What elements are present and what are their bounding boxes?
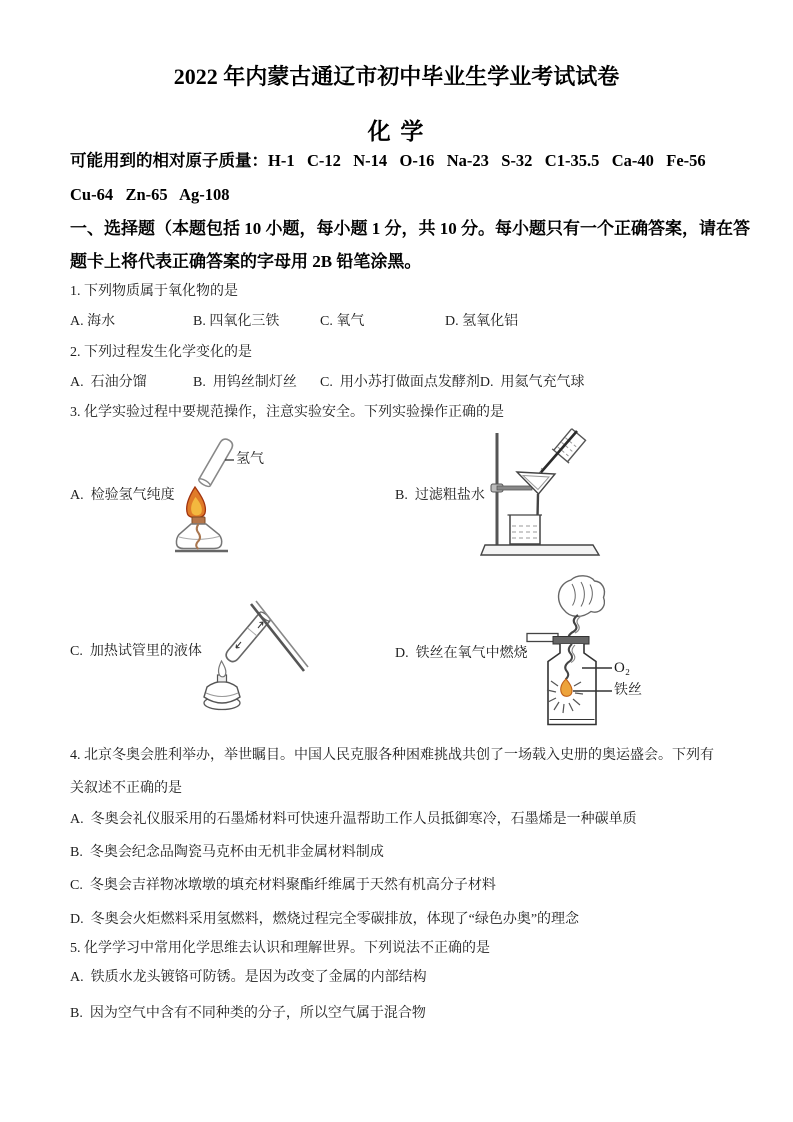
iron-wire-burning-illustration xyxy=(520,572,668,740)
question-4-stem-line-1: 4. 北京冬奥会胜利举办，举世瞩目。中国人民克服各种困难挑战共创了一场载入史册的奥运盛会。下列有 xyxy=(70,748,714,763)
question-1-option-c: C. 氧气 xyxy=(320,314,365,329)
question-1-options xyxy=(70,312,723,332)
heating-test-tube-illustration xyxy=(200,598,335,728)
question-1-option-d: D. 氢氧化铝 xyxy=(445,314,519,329)
question-2-option-b: B. 用钨丝制灯丝 xyxy=(193,375,297,390)
hand-icon xyxy=(559,576,605,617)
figure-option-c xyxy=(70,572,395,742)
section-1-heading-line-2: 题卡上将代表正确答案的字母用 2B 铅笔涂黑。 xyxy=(70,252,422,271)
question-2-stem: 2. 下列过程发生化学变化的是 xyxy=(70,345,252,360)
question-3-figure-row-1 xyxy=(70,428,723,572)
subject-title: 化 学 xyxy=(367,119,426,144)
question-3-figure-row-2 xyxy=(70,572,723,742)
question-4-option-a: A. 冬奥会礼仪服采用的石墨烯材料可快速升温帮助工作人员抵御寒冷，石墨烯是一种碳单质 xyxy=(70,812,637,827)
figure-option-b xyxy=(395,428,723,572)
figure-a-label: A. 检验氢气纯度 xyxy=(70,488,175,503)
funnel-icon xyxy=(517,472,555,517)
test-tube-icon xyxy=(198,437,235,488)
bottle-lid-icon xyxy=(553,637,589,645)
figure-c-label: C. 加热试管里的液体 xyxy=(70,644,202,659)
page-title: 2022 年内蒙古通辽市初中毕业生学业考试试卷 xyxy=(173,64,620,89)
figure-d-label: D. 铁丝在氧气中燃烧 xyxy=(395,646,528,661)
section-1-heading-line-1: 一、选择题（本题包括 10 小题，每小题 1 分，共 10 分。每小题只有一个正确答案，请在答 xyxy=(70,219,750,238)
figure-option-d xyxy=(395,572,723,742)
atomic-masses-line-2: Cu-64 Zn-65 Ag-108 xyxy=(70,185,230,204)
question-1-stem: 1. 下列物质属于氧化物的是 xyxy=(70,284,238,299)
question-2-option-a: A. 石油分馏 xyxy=(70,375,147,390)
question-5-option-b: B. 因为空气中含有不同种类的分子，所以空气属于混合物 xyxy=(70,1006,426,1021)
question-2-option-c: C. 用小苏打做面点发酵剂 xyxy=(320,375,480,390)
question-5-stem: 5. 化学学习中常用化学思维去认识和理解世界。下列说法不正确的是 xyxy=(70,941,490,956)
question-1-option-b: B. 四氧化三铁 xyxy=(193,314,280,329)
collecting-beaker-icon xyxy=(508,515,543,544)
question-4-option-c: C. 冬奥会吉祥物冰墩墩的填充材料聚酯纤维属于天然有机高分子材料 xyxy=(70,878,496,893)
question-4-option-b: B. 冬奥会纪念品陶瓷马克杯由无机非金属材料制成 xyxy=(70,845,384,860)
hydrogen-annotation: 氢气 xyxy=(236,452,264,467)
question-2-options-cd xyxy=(320,373,584,393)
question-1-option-a: A. 海水 xyxy=(70,314,116,329)
figure-b-label: B. 过滤粗盐水 xyxy=(395,488,485,503)
question-3-stem: 3. 化学实验过程中要规范操作，注意实验安全。下列实验操作正确的是 xyxy=(70,405,504,420)
question-4-option-d: D. 冬奥会火炬燃料采用氢燃料，燃烧过程完全零碳排放，体现了“绿色办奥”的理念 xyxy=(70,912,580,927)
atomic-masses-line-1: 可能用到的相对原子质量：H-1 C-12 N-14 O-16 Na-23 S-32 C1-35.5 Ca-40 Fe-56 xyxy=(70,151,706,170)
alcohol-lamp-icon xyxy=(175,517,228,551)
question-2-options xyxy=(70,373,723,393)
pouring-beaker-icon xyxy=(552,428,587,463)
iron-wire-annotation: 铁丝 xyxy=(614,683,642,698)
figure-option-a xyxy=(70,428,395,572)
question-2-option-d: D. 用氦气充气球 xyxy=(479,375,585,390)
question-5-option-a: A. 铁质水龙头镀铬可防锈。是因为改变了金属的内部结构 xyxy=(70,970,427,985)
flame-icon xyxy=(187,487,206,518)
question-4-stem-line-2: 关叙述不正确的是 xyxy=(70,781,182,796)
test-tube-holder-icon xyxy=(251,601,308,671)
o2-annotation: O₂ xyxy=(614,660,631,676)
filtration-illustration xyxy=(480,428,625,561)
alcohol-lamp-icon xyxy=(204,661,240,710)
